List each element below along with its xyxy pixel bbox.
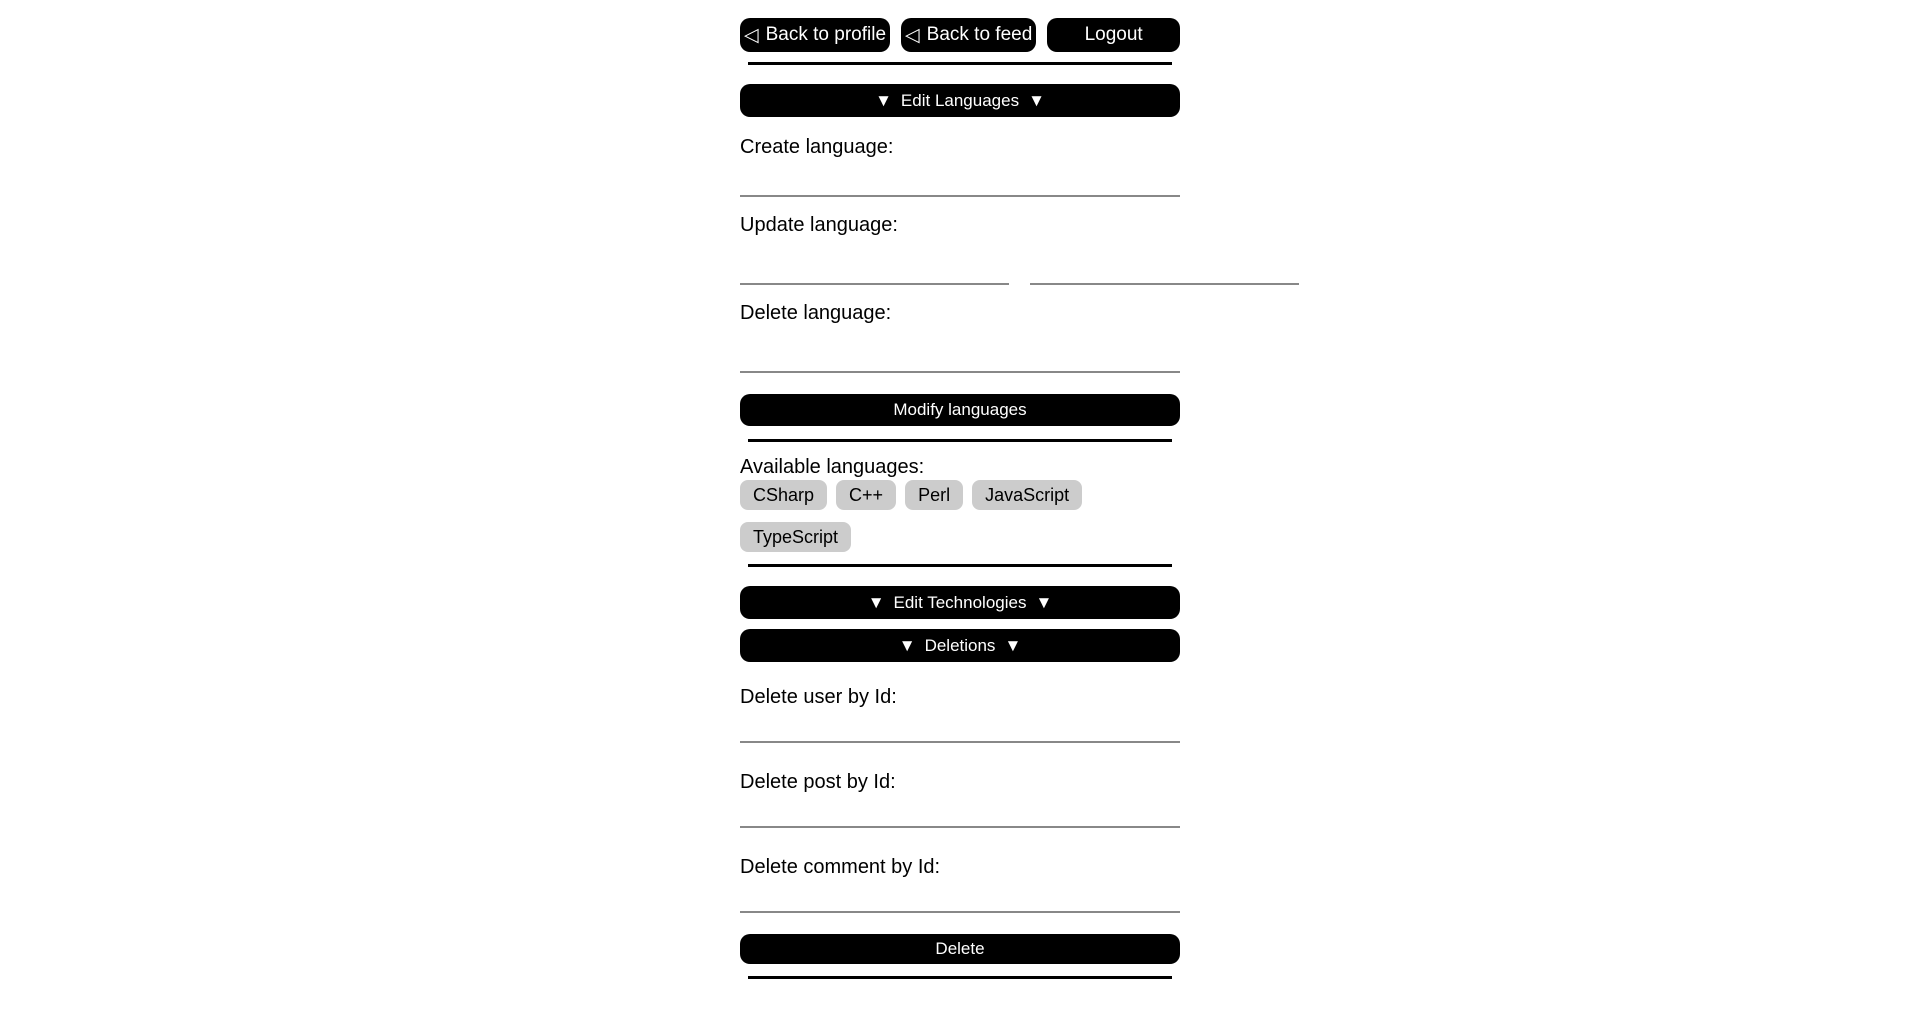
chevron-down-icon: ▼: [875, 90, 892, 110]
delete-user-label: Delete user by Id:: [740, 686, 897, 708]
available-languages-list: [740, 480, 1180, 552]
update-language-new-input[interactable]: [1030, 248, 1299, 285]
update-language-label: Update language:: [740, 214, 898, 236]
top-button-row: [740, 18, 1180, 52]
deletions-label: Deletions: [924, 635, 996, 655]
delete-user-id-input[interactable]: [740, 710, 1180, 743]
divider: [748, 62, 1172, 65]
back-arrow-icon: ◁: [905, 24, 920, 46]
language-tag: TypeScript: [740, 522, 851, 552]
divider: [748, 564, 1172, 567]
back-to-feed-label: Back to feed: [926, 24, 1033, 45]
delete-comment-id-input[interactable]: [740, 880, 1180, 913]
logout-button[interactable]: [1047, 18, 1180, 52]
language-tag: CSharp: [740, 480, 827, 510]
update-language-old-input[interactable]: [740, 248, 1009, 285]
delete-comment-label: Delete comment by Id:: [740, 856, 941, 878]
language-tag: JavaScript: [972, 480, 1082, 510]
delete-button[interactable]: [740, 934, 1180, 964]
modify-languages-button[interactable]: [740, 394, 1180, 426]
deletions-toggle[interactable]: [740, 629, 1180, 662]
admin-panel: [740, 0, 1180, 1003]
divider: [748, 976, 1172, 979]
chevron-down-icon: ▼: [1035, 592, 1053, 612]
chevron-down-icon: ▼: [1004, 635, 1022, 655]
chevron-down-icon: ▼: [1028, 90, 1045, 110]
back-arrow-icon: ◁: [744, 24, 759, 46]
chevron-down-icon: ▼: [867, 592, 885, 612]
delete-button-label: Delete: [935, 939, 985, 958]
delete-post-id-input[interactable]: [740, 795, 1180, 828]
create-language-label: Create language:: [740, 136, 894, 158]
modify-languages-label: Modify languages: [893, 400, 1027, 419]
delete-post-label: Delete post by Id:: [740, 771, 896, 793]
edit-languages-toggle[interactable]: [740, 84, 1180, 117]
language-tag: Perl: [905, 480, 963, 510]
available-languages-label: Available languages:: [740, 456, 925, 478]
chevron-down-icon: ▼: [898, 635, 916, 655]
delete-language-input[interactable]: [740, 336, 1180, 373]
edit-technologies-toggle[interactable]: [740, 586, 1180, 619]
edit-languages-label: Edit Languages: [900, 90, 1020, 110]
back-to-profile-label: Back to profile: [765, 24, 887, 45]
back-to-profile-button[interactable]: [740, 18, 890, 52]
language-tag: C++: [836, 480, 896, 510]
edit-technologies-label: Edit Technologies: [893, 592, 1027, 612]
create-language-input[interactable]: [740, 160, 1180, 197]
back-to-feed-button[interactable]: [901, 18, 1036, 52]
delete-language-label: Delete language:: [740, 302, 892, 324]
divider: [748, 439, 1172, 442]
update-language-row: [740, 238, 1180, 285]
logout-label: Logout: [1084, 24, 1143, 45]
